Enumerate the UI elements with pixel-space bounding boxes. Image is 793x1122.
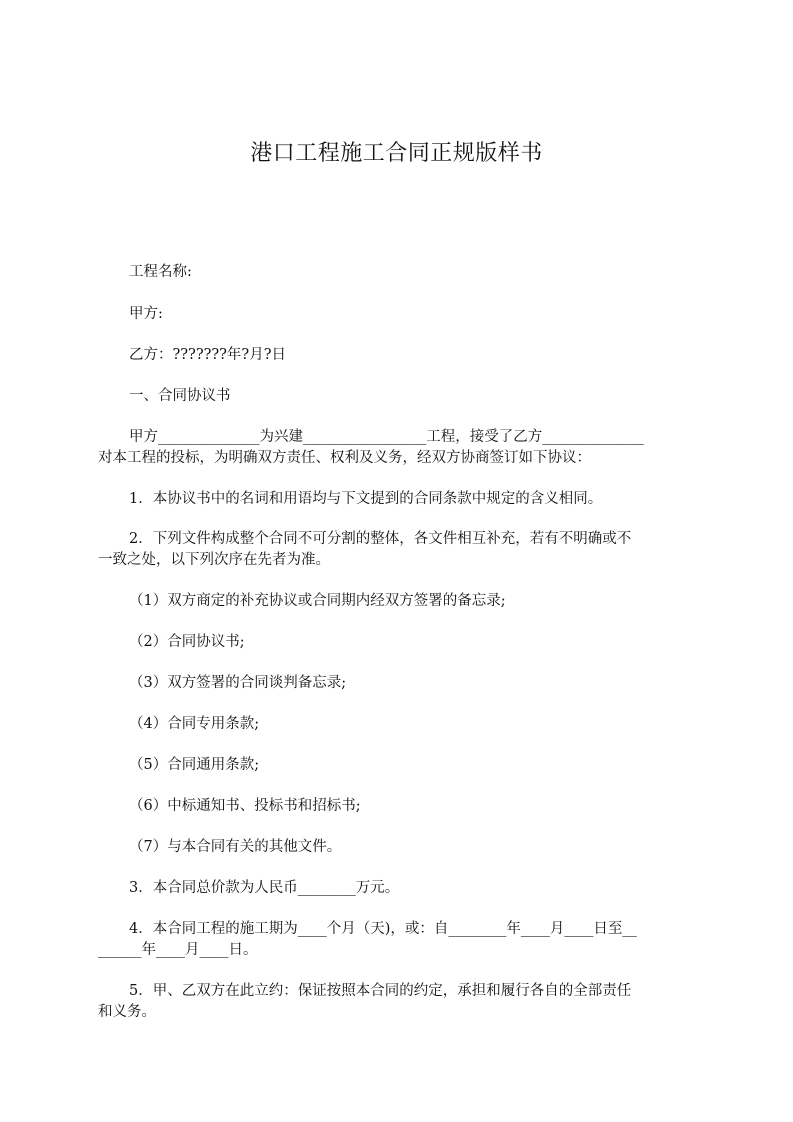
party-b-field: 乙方：???????年?月?日 bbox=[129, 347, 286, 363]
party-a-field: 甲方: bbox=[129, 306, 163, 322]
clause-1: 1．本协议书中的名词和用语均与下文提到的合同条款中规定的含义相同。 bbox=[129, 491, 603, 507]
clause-2-line-1: 2．下列文件构成整个合同不可分割的整体，各文件相互补充，若有不明确或不 bbox=[129, 531, 632, 547]
clause-4-line-1: 4．本合同工程的施工期为____个月（天)，或：自________年____月____日至__ bbox=[129, 921, 637, 937]
agreement-intro-line-2: 对本工程的投标，为明确双方责任、权利及义务，经双方协商签订如下协议： bbox=[98, 450, 591, 466]
clause-3: 3．本合同总价款为人民币________万元。 bbox=[129, 880, 400, 896]
clause-4-line-2: ______年____月____日。 bbox=[98, 942, 258, 958]
list-item-7: （7）与本合同有关的其他文件。 bbox=[129, 839, 342, 855]
clause-5 bbox=[98, 981, 692, 1023]
clause-2 bbox=[98, 529, 692, 571]
clause-5-line-1: 5．甲、乙双方在此立约：保证按照本合同的约定，承担和履行各自的全部责任 bbox=[129, 983, 632, 999]
list-item-2: （2）合同协议书; bbox=[129, 634, 245, 650]
agreement-intro-paragraph bbox=[98, 427, 692, 469]
list-item-5: （5）合同通用条款; bbox=[129, 757, 260, 773]
section-heading-agreement: 一、合同协议书 bbox=[129, 388, 231, 404]
document-title: 港口工程施工合同正规版样书 bbox=[250, 141, 543, 166]
agreement-intro-line-1: 甲方______________为兴建_________________工程，接受了乙方______________ bbox=[129, 429, 644, 445]
list-item-1: （1）双方商定的补充协议或合同期内经双方签署的备忘录; bbox=[129, 593, 506, 609]
project-name-field: 工程名称: bbox=[129, 264, 192, 280]
clause-4 bbox=[98, 919, 692, 961]
list-item-3: （3）双方签署的合同谈判备忘录; bbox=[129, 675, 347, 691]
list-item-6: （6）中标通知书、投标书和招标书; bbox=[129, 798, 361, 814]
clause-2-line-2: 一致之处，以下列次序在先者为准。 bbox=[98, 552, 330, 568]
list-item-4: （4）合同专用条款; bbox=[129, 716, 260, 732]
clause-5-line-2: 和义务。 bbox=[98, 1004, 156, 1020]
